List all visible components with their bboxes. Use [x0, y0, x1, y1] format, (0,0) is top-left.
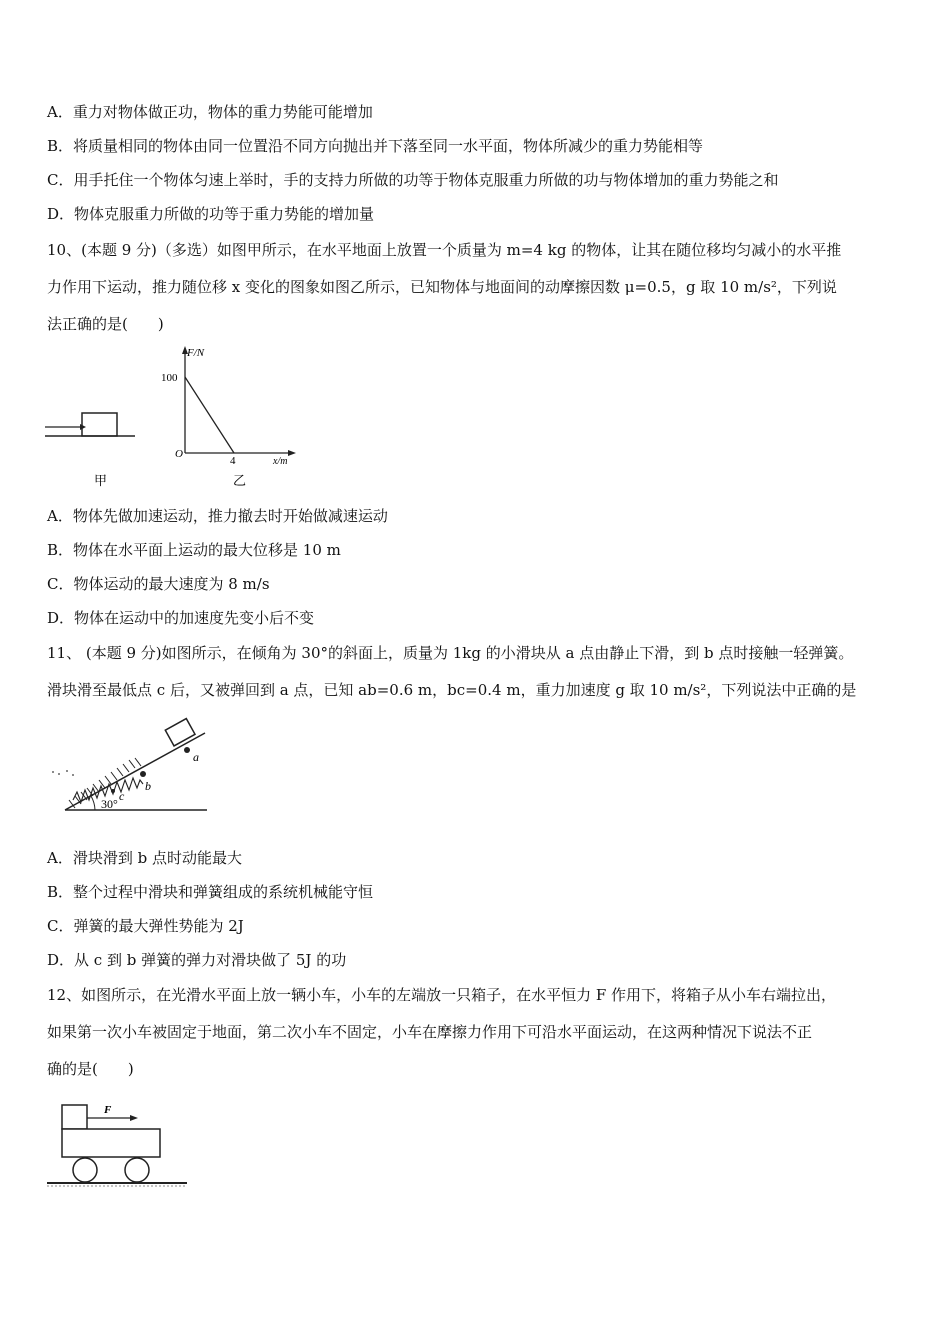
q9-option-a: A．重力对物体做正功，物体的重力势能可能增加 [47, 103, 373, 121]
force-line [185, 377, 234, 453]
cart-wheel-left [73, 1158, 97, 1182]
q11-stem-line1: 11、 (本题 9 分)如图所示，在倾角为 30°的斜面上，质量为 1kg 的小滑块从 a 点由静止下滑，到 b 点时接触一轻弹簧。 [47, 644, 854, 662]
label-a: a [193, 750, 199, 764]
graph-origin: O [175, 448, 183, 460]
slider-block [165, 719, 195, 746]
fig-yi-graph [182, 346, 296, 456]
label-c: c [119, 789, 125, 803]
graph-xtick: 4 [230, 455, 236, 467]
q11-option-b: B．整个过程中滑块和弹簧组成的系统机械能守恒 [47, 883, 374, 901]
q9-option-b: B．将质量相同的物体由同一位置沿不同方向抛出并下落至同一水平面，物体所减少的重力势能相等 [47, 137, 704, 155]
q10-option-c: C．物体运动的最大速度为 8 m/s [47, 575, 270, 593]
point-c [111, 789, 115, 793]
q11-option-a: A．滑块滑到 b 点时动能最大 [47, 849, 242, 867]
fig-jia-block-diagram [45, 413, 135, 436]
q10-option-a: A．物体先做加速运动，推力撤去时开始做减速运动 [47, 507, 388, 525]
force-label: F [104, 1104, 112, 1116]
q10-figure [40, 340, 310, 490]
q11-option-d: D．从 c 到 b 弹簧的弹力对滑块做了 5J 的功 [47, 951, 347, 969]
q10-stem-line2: 力作用下运动，推力随位移 x 变化的图象如图乙所示，已知物体与地面间的动摩擦因数 μ=0.5，g 取 10 m/s²，下列说 [47, 278, 837, 296]
angle-label: 30° [101, 797, 118, 811]
fig-yi-label: 乙 [233, 473, 247, 488]
graph-ylabel: F/N [187, 347, 205, 359]
q12-stem-line2: 如果第一次小车被固定于地面，第二次小车不固定，小车在摩擦力作用下可沿水平面运动，在这两种情况下说法不正 [47, 1023, 813, 1041]
q10-stem-line1: 10、(本题 9 分)（多选）如图甲所示，在水平地面上放置一个质量为 m=4 kg 的物体，让其在随位移均匀减小的水平推 [47, 241, 842, 259]
label-b: b [145, 779, 151, 793]
graph-ytick: 100 [161, 372, 178, 384]
q12-cart-figure [42, 1095, 197, 1195]
point-b [140, 771, 146, 777]
q11-incline-figure [45, 708, 225, 836]
q9-option-d: D．物体克服重力所做的功等于重力势能的增加量 [47, 205, 375, 223]
q10-stem-line3: 法正确的是( ) [47, 315, 164, 333]
q11-stem-line2: 滑块滑至最低点 c 后，又被弹回到 a 点，已知 ab=0.6 m，bc=0.4 m，重力加速度 g 取 10 m/s²，下列说法中正确的是 [47, 681, 857, 699]
fig-jia-label: 甲 [94, 473, 108, 488]
q10-option-b: B．物体在水平面上运动的最大位移是 10 m [47, 541, 341, 559]
cart [62, 1129, 160, 1157]
q10-option-d: D．物体在运动中的加速度先变小后不变 [47, 609, 315, 627]
q11-option-c: C．弹簧的最大弹性势能为 2J [47, 917, 244, 935]
q12-stem-line1: 12、如图所示，在光滑水平面上放一辆小车，小车的左端放一只箱子，在水平恒力 F 作用下，将箱子从小车右端拉出， [47, 986, 837, 1004]
point-a [184, 747, 190, 753]
cart-wheel-right [125, 1158, 149, 1182]
q12-stem-line3: 确的是( ) [47, 1060, 134, 1078]
q9-option-c: C．用手托住一个物体匀速上举时，手的支持力所做的功等于物体克服重力所做的功与物体增加的重力势能之和 [47, 171, 779, 189]
box [62, 1105, 87, 1129]
graph-xlabel: x/m [273, 456, 288, 467]
